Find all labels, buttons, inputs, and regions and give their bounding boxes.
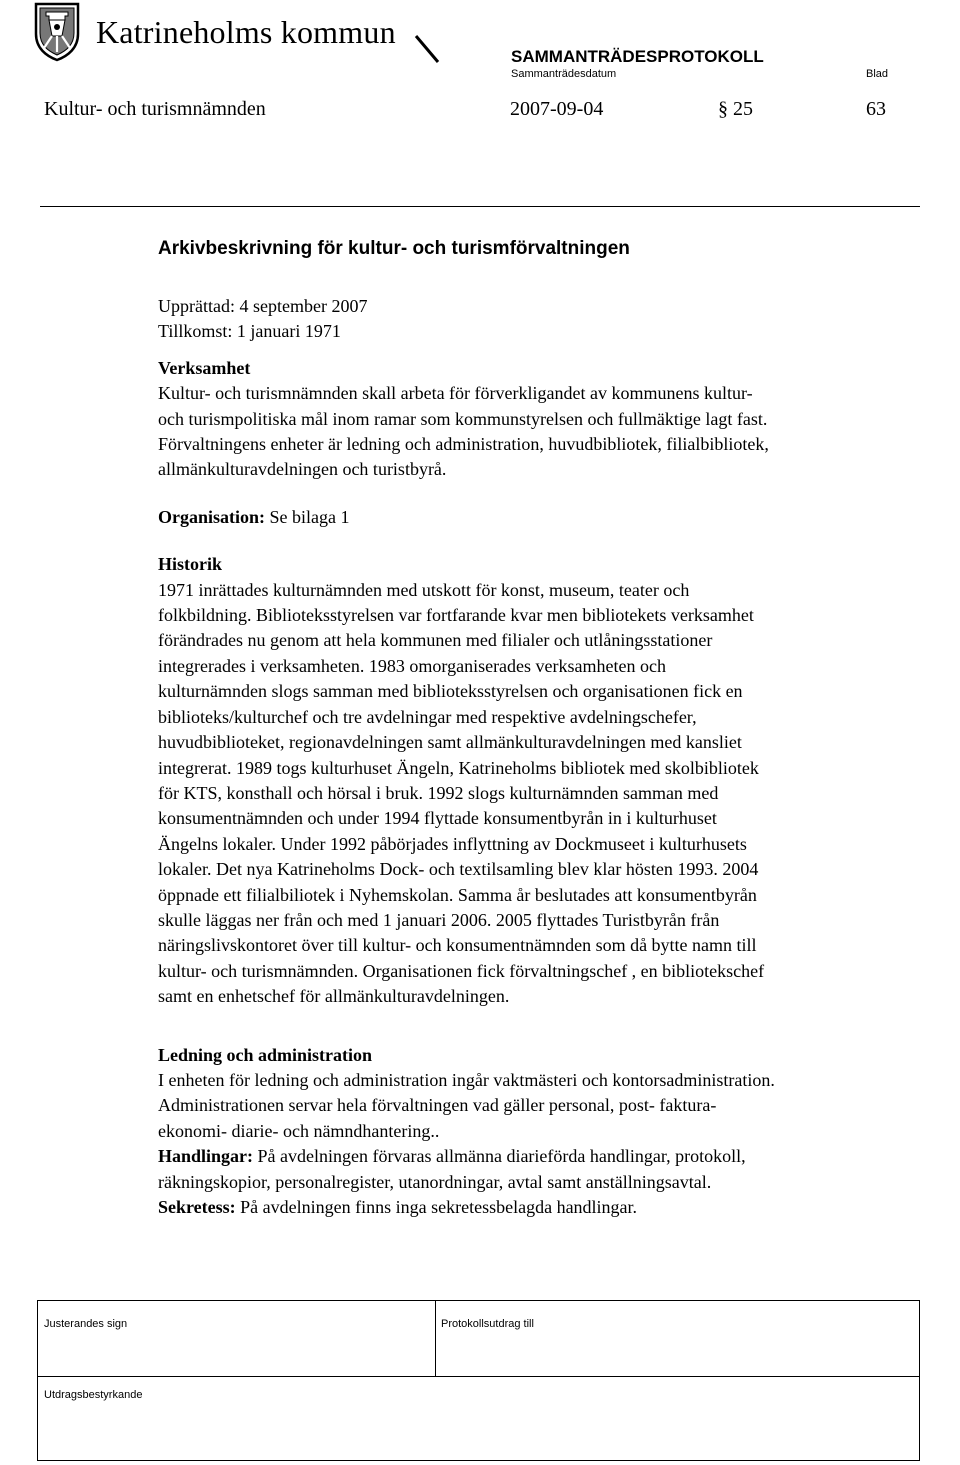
text-line: konsumentnämnden och under 1994 flyttade konsumentbyrån in i kulturhuset bbox=[158, 808, 717, 829]
text-line: för KTS, konsthall och hörsal i bruk. 1992 slogs kulturnämnden samman med bbox=[158, 782, 719, 803]
text-line: räkningskopior, personalregister, utanordningar, avtal samt anställningsavtal. bbox=[158, 1171, 712, 1192]
text-line: kulturnämnden slogs samman med biblioteksstyrelsen och organisationen fick en bbox=[158, 681, 743, 702]
committee-name: Kultur- och turismnämnden bbox=[44, 98, 266, 120]
verksamhet-text bbox=[158, 381, 918, 483]
section-heading-verksamhet: Verksamhet bbox=[158, 357, 251, 378]
text-line: integrerades i verksamheten. 1983 omorganiserades verksamheten och bbox=[158, 655, 666, 676]
handlingar-text: På avdelningen förvaras allmänna diarieförda handlingar, protokoll, bbox=[253, 1146, 746, 1167]
handlingar-label: Handlingar: bbox=[158, 1146, 254, 1167]
text-line: integrerat. 1989 togs kulturhuset Ängeln, Katrineholms bibliotek med skolbibliotek bbox=[158, 757, 759, 778]
text-line: biblioteks/kulturchef och tre avdelningar med respektive avdelningschefer, bbox=[158, 706, 697, 727]
organisation-text: Se bilaga 1 bbox=[269, 506, 350, 527]
document-title: Arkivbeskrivning för kultur- och turismförvaltningen bbox=[158, 238, 630, 259]
sekretess-text: På avdelningen finns inga sekretessbelagda handlingar. bbox=[235, 1197, 638, 1217]
text-line: ekonomi- diarie- och nämndhantering.. bbox=[158, 1120, 440, 1141]
municipal-coat-of-arms-icon bbox=[32, 0, 82, 62]
text-line: allmänkulturavdelningen och turistbyrå. bbox=[158, 459, 447, 480]
text-line: Ängelns lokaler. Under 1992 påbörjades inflyttning av Dockmuseet i kulturhusets bbox=[158, 833, 747, 854]
brand-slash-mark bbox=[414, 34, 440, 64]
text-line: folkbildning. Biblioteksstyrelsen var fortfarande kvar men bibliotekets verksamhet bbox=[158, 605, 754, 626]
section-heading-organisation: Organisation: bbox=[158, 506, 266, 527]
document-body bbox=[158, 236, 918, 1220]
text-line: och turismpolitiska mål inom ramar som kommunstyrelsen och fullmäktige lagt fast. bbox=[158, 408, 768, 429]
text-line: samt en enhetschef för allmänkulturavdelningen. bbox=[158, 986, 510, 1007]
text-line: I enheten för ledning och administration ingår vaktmästeri och kontorsadministration. bbox=[158, 1069, 775, 1090]
text-line: Förvaltningens enheter är ledning och administration, huvudbibliotek, filialbibliotek, bbox=[158, 434, 769, 455]
document-type: SAMMANTRÄDESPROTOKOLL bbox=[511, 47, 764, 66]
text-line: Kultur- och turismnämnden skall arbeta för förverkligandet av kommunens kultur- bbox=[158, 383, 753, 404]
text-line: lokaler. Det nya Katrineholms Dock- och textilsamling blev klar hösten 1993. 2004 bbox=[158, 859, 759, 880]
text-line: Administrationen servar hela förvaltningen vad gäller personal, post- faktura- bbox=[158, 1095, 717, 1116]
page-label: Blad bbox=[866, 68, 889, 80]
historik-text bbox=[158, 578, 918, 1010]
origin-date: Tillkomst: 1 januari 1971 bbox=[158, 321, 341, 342]
ledning-text bbox=[158, 1068, 918, 1220]
signature-row-divider bbox=[37, 1376, 920, 1377]
signature-column-divider bbox=[435, 1300, 436, 1377]
section-heading-ledning: Ledning och administration bbox=[158, 1044, 373, 1065]
text-line: 1971 inrättades kulturnämnden med utskott för konst, museum, teater och bbox=[158, 579, 690, 600]
justerandes-sign-label: Justerandes sign bbox=[44, 1318, 128, 1330]
organisation-line bbox=[158, 505, 918, 530]
meeting-date: 2007-09-04 bbox=[510, 98, 604, 120]
utdragsbestyrkande-label: Utdragsbestyrkande bbox=[44, 1389, 143, 1401]
text-line: kultur- och turismnämnden. Organisationen fick förvaltningschef , en bibliotekschef bbox=[158, 960, 765, 981]
text-line: näringslivskontoret över till kultur- och konsumentnämnden som då bytte namn till bbox=[158, 935, 757, 956]
created-date: Upprättad: 4 september 2007 bbox=[158, 296, 368, 316]
meeting-date-label: Sammanträdesdatum bbox=[511, 68, 617, 80]
text-line: öppnade ett filialbiliotek i Nyhemskolan. Samma år beslutades att konsumentbyrån bbox=[158, 884, 757, 905]
page-number: 63 bbox=[866, 98, 886, 120]
header-divider bbox=[40, 206, 920, 207]
section-heading-historik: Historik bbox=[158, 554, 223, 575]
sekretess-line bbox=[158, 1195, 918, 1220]
brand-name: Katrineholms kommun bbox=[96, 14, 396, 50]
paragraph-sign: § bbox=[718, 98, 728, 120]
text-line: skulle läggas ner från och med 1 januari 2006. 2005 flyttades Turistbyrån från bbox=[158, 909, 720, 930]
paragraph-number: 25 bbox=[733, 98, 753, 120]
protokollsutdrag-label: Protokollsutdrag till bbox=[441, 1318, 534, 1330]
text-line: förändrades nu genom att hela kommunen med filialer och utlåningsstationer bbox=[158, 630, 713, 651]
text-line: huvudbiblioteket, regionavdelningen samt allmänkulturavdelningen med kansliet bbox=[158, 732, 742, 753]
sekretess-label: Sekretess: bbox=[158, 1197, 236, 1217]
handlingar-line bbox=[158, 1144, 918, 1169]
